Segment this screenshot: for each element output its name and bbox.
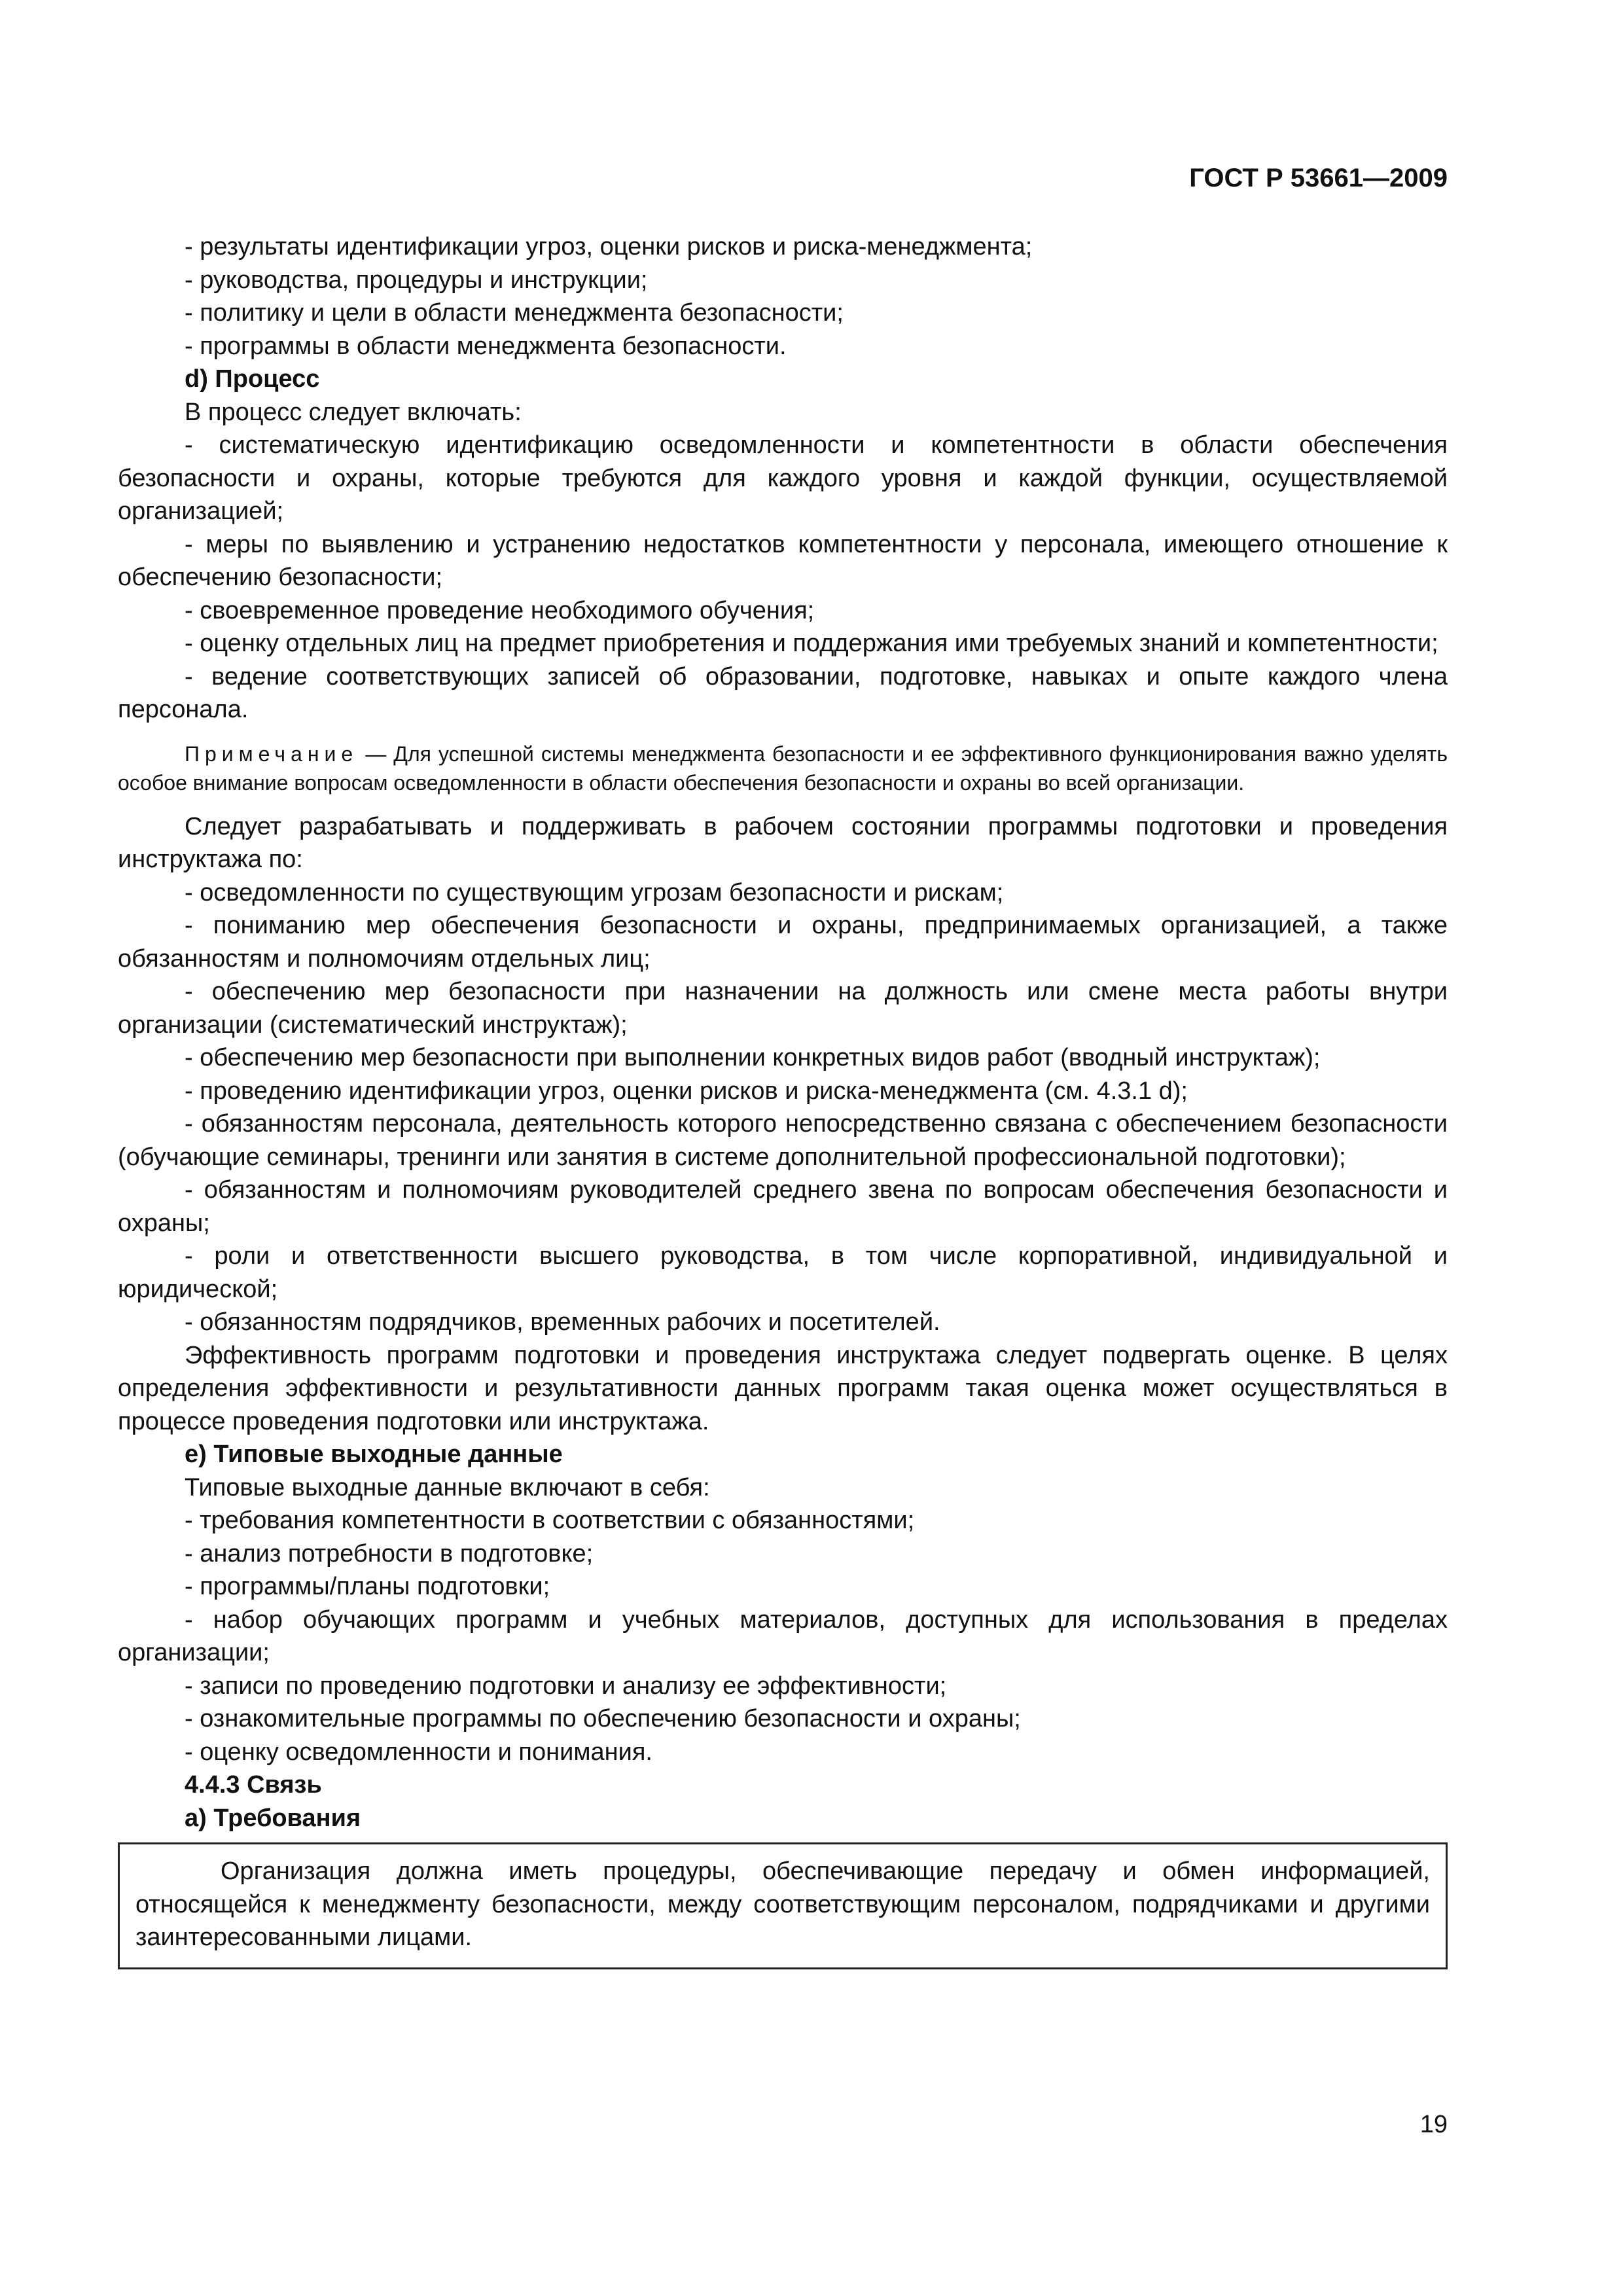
- list-item: - оценку осведомленности и понимания.: [185, 1738, 652, 1766]
- list-item: - набор обучающих программ и учебных материалов, доступных для использования в пределах организации;: [118, 1605, 1448, 1666]
- list-item: - программы в области менеджмента безопасности.: [185, 332, 787, 360]
- document-body: [118, 230, 1448, 1969]
- section-heading: 4.4.3 Связь: [185, 1771, 322, 1799]
- list-item: - руководства, процедуры и инструкции;: [185, 266, 648, 294]
- list-item: - анализ потребности в подготовке;: [185, 1539, 594, 1568]
- list-item: - программы/планы подготовки;: [185, 1573, 550, 1600]
- requirements-heading: a) Требования: [185, 1804, 361, 1832]
- list-item: - ознакомительные программы по обеспечению безопасности и охраны;: [185, 1705, 1021, 1732]
- list-item: - систематическую идентификацию осведомленности и компетентности в области обеспечения безопасности и охраны, которые требуются для каждого уровня и каждой функции, осуществляемой организацией;: [118, 431, 1448, 525]
- list-item: - политику и цели в области менеджмента безопасности;: [185, 299, 844, 327]
- note-text: — Для успешной системы менеджмента безопасности и ее эффективного функционирования важно уделять особое внимание вопросам осведомленности в области обеспечения безопасности и охраны во всей организации.: [118, 742, 1448, 795]
- list-item: - записи по проведению подготовки и анализу ее эффективности;: [185, 1672, 947, 1700]
- process-heading: d) Процесс: [185, 365, 320, 393]
- page-number: 19: [1419, 2111, 1448, 2138]
- requirement-box: [118, 1842, 1448, 1969]
- list-item: - обязанностям персонала, деятельность которого непосредственно связана с обеспечением безопасности (обучающие семинары, тренинги или занятия в системе дополнительной профессиональной подготовки);: [118, 1110, 1448, 1171]
- requirement-text: Организация должна иметь процедуры, обеспечивающие передачу и обмен информацией, относящейся к менеджменту безопасности, между соответствующим персоналом, подрядчиками и другими заинтересованными лицами.: [135, 1857, 1430, 1951]
- list-item: - проведению идентификации угроз, оценки рисков и риска-менеджмента (см. 4.3.1 d);: [185, 1077, 1188, 1105]
- document-id: ГОСТ Р 53661—2009: [1189, 164, 1448, 192]
- list-item: - требования компетентности в соответствии с обязанностями;: [185, 1507, 915, 1534]
- note-label: Примечание: [185, 742, 359, 766]
- list-item: - роли и ответственности высшего руководства, в том числе корпоративной, индивидуальной и юридической;: [118, 1242, 1448, 1303]
- list-item: - пониманию мер обеспечения безопасности и охраны, предпринимаемых организацией, а также обязанностям и полномочиям отдельных лиц;: [118, 912, 1448, 973]
- note-paragraph: [118, 740, 1448, 797]
- list-item: - обязанностям подрядчиков, временных рабочих и посетителей.: [185, 1308, 940, 1336]
- list-item: - осведомленности по существующим угрозам безопасности и рискам;: [185, 878, 1004, 906]
- process-intro: В процесс следует включать:: [185, 398, 522, 426]
- list-item: - обязанностям и полномочиям руководителей среднего звена по вопросам обеспечения безопасности и охраны;: [118, 1176, 1448, 1237]
- list-item: - оценку отдельных лиц на предмет приобретения и поддержания ими требуемых знаний и компетентности;: [185, 630, 1438, 657]
- training-intro: Следует разрабатывать и поддерживать в рабочем состоянии программы подготовки и проведения инструктажа по:: [118, 812, 1448, 873]
- list-item: - обеспечению мер безопасности при назначении на должность или смене места работы внутри организации (систематический инструктаж);: [118, 978, 1448, 1039]
- list-item: - обеспечению мер безопасности при выполнении конкретных видов работ (вводный инструктаж);: [185, 1044, 1321, 1071]
- list-item: - ведение соответствующих записей об образовании, подготовке, навыках и опыте каждого члена персонала.: [118, 662, 1448, 723]
- list-item: - результаты идентификации угроз, оценки рисков и риска-менеджмента;: [185, 233, 1033, 260]
- outputs-intro: Типовые выходные данные включают в себя:: [185, 1473, 710, 1501]
- outputs-heading: e) Типовые выходные данные: [185, 1441, 563, 1468]
- list-item: - меры по выявлению и устранению недостатков компетентности у персонала, имеющего отношение к обеспечению безопасности;: [118, 530, 1448, 591]
- list-item: - своевременное проведение необходимого обучения;: [185, 596, 815, 624]
- effectiveness-paragraph: Эффективность программ подготовки и проведения инструктажа следует подвергать оценке. В целях определения эффективности и результативности данных программ такая оценка может осуществляться в процессе проведения подготовки или инструктажа.: [118, 1341, 1448, 1435]
